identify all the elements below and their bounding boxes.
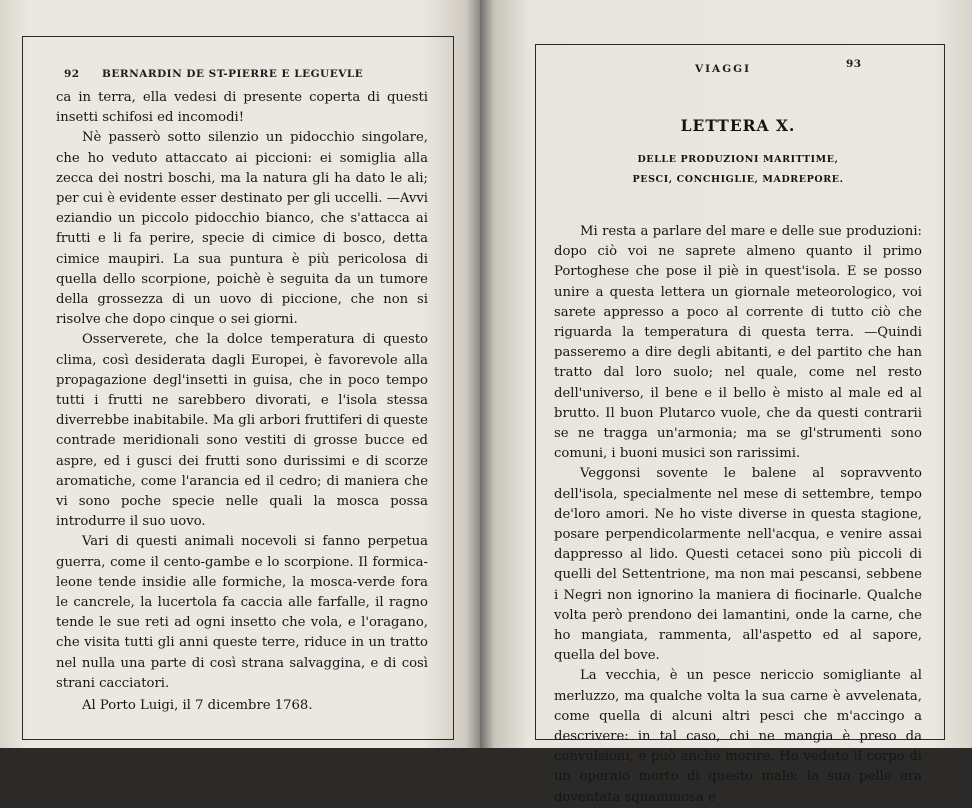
left-paragraph-2: Nè passerò sotto silenzio un pidocchio singolare, che ho veduto attaccato ai piccioni: ei somiglia alla zecca dei nostri boschi, ma la natura gli ha dato le ali; per cui è evidente esser destinato per gli uccelli. —Avvi eziandio un piccolo pidocchio bianco, che s'attacca ai frutti e li fa perire, specie di cimice di bosco, detta cimice maupiri. La sua puntura è più pericolosa di quella dello scorpione, poichè è seguita da un tumore della grossezza di un uovo di piccione, che non si risolve che dopo cinque o sei giorni.	[56, 130, 428, 328]
left-signature-line: Al Porto Luigi, il 7 dicembre 1768.	[82, 698, 313, 714]
left-paragraph-1: ca in terra, ella vedesi di presente coperta di questi insetti schifosi ed incomodi!	[56, 90, 428, 126]
right-paragraph-1: Mi resta a parlare del mare e delle sue produzioni: dopo ciò voi ne saprete almeno quanto il primo Portoghese che pose il piè in quest'isola. E se posso unire a questa lettera un giornale meteorologico, voi sarete appresso a poco al corrente di tutto ciò che riguarda la temperatura di questa terra. —Quindi passeremo a dire degli abitanti, e del partito che han tratto dal loro suolo; nel quale, come nel resto dell'universo, il bene e il bello è misto al male ed al brutto. Il buon Plutarco vuole, che da questi contrarii se ne tragga un'armonia; ma se gl'strumenti sono comuni, i buoni musici son rarissimi.	[554, 224, 922, 462]
right-page-number: 93	[846, 58, 862, 70]
left-paragraph-4: Vari di questi animali nocevoli si fanno perpetua guerra, come il cento-gambe e lo scorpione. Il formica-leone tende insidie alle formiche, la mosca-verde fora le cancrele, la lucertola fa caccia alle farfalle, il ragno tende le sue reti ad ogni insetto che vola, e l'oragano, che visita tutti gli anni queste terre, riduce in un tratto nel nulla una parte di così strana salvaggina, e di così strani cacciatori.	[56, 534, 428, 691]
left-page	[0, 0, 480, 748]
right-paragraph-3: La vecchia, è un pesce nericcio somigliante al merluzzo, ma qualche volta la sua carne è avvelenata, come quella di alcuni altri pesci che m'accingo a descrivere: in tal caso, chi ne mangia è preso da convulsioni, e può anche morire. Ho veduto il corpo di un operaio morto di questo male: la sua pelle era doventata squammosa e	[554, 668, 922, 805]
left-paragraph-3: Osserverete, che la dolce temperatura di questo clima, così desiderata dagli Europei, è favorevole alla propagazione degl'insetti in guisa, che in poco tempo tutti i frutti ne sarebbero divorati, e l'isola stessa diverrebbe inabitabile. Ma gli arbori fruttiferi di queste contrade meridionali sono vestiti di grosse bucce ed aspre, ed i gusci dei frutti sono durissimi e di scorze aromatiche, come l'arancia ed il cedro; di maniera che vi sono poche specie nelle quali la mosca possa introdurre il suo uovo.	[56, 332, 428, 530]
right-paragraph-2: Veggonsi sovente le balene al sopravvento dell'isola, specialmente nel mese di settembre, tempo de'loro amori. Ne ho viste diverse in questa stagione, posare perpendicolarmente nell'acqua, e venire assai dappresso al lido. Questi cetacei sono più piccoli di quelli del Settentrione, ma non mai pescansi, sebbene i Negri non ignorino la maniera di fiocinarle. Qualche volta però prendono dei lamantini, onde la carne, che ho mangiata, rammenta, all'aspetto ed al sapore, quella del bove.	[554, 466, 922, 664]
right-page-body	[554, 222, 922, 808]
letter-subtitle-line-2: PESCI, CONCHIGLIE, MADREPORE.	[632, 174, 844, 185]
right-running-title: VIAGGI	[695, 63, 752, 75]
letter-subtitle-line-1: DELLE PRODUZIONI MARITTIME,	[637, 154, 839, 165]
left-running-title: BERNARDIN DE ST-PIERRE E LEGUEVLE	[102, 68, 364, 80]
right-page	[480, 0, 972, 805]
letter-title: LETTERA X.	[680, 116, 796, 135]
left-page-number: 92	[64, 68, 80, 80]
left-page-body	[56, 88, 428, 716]
